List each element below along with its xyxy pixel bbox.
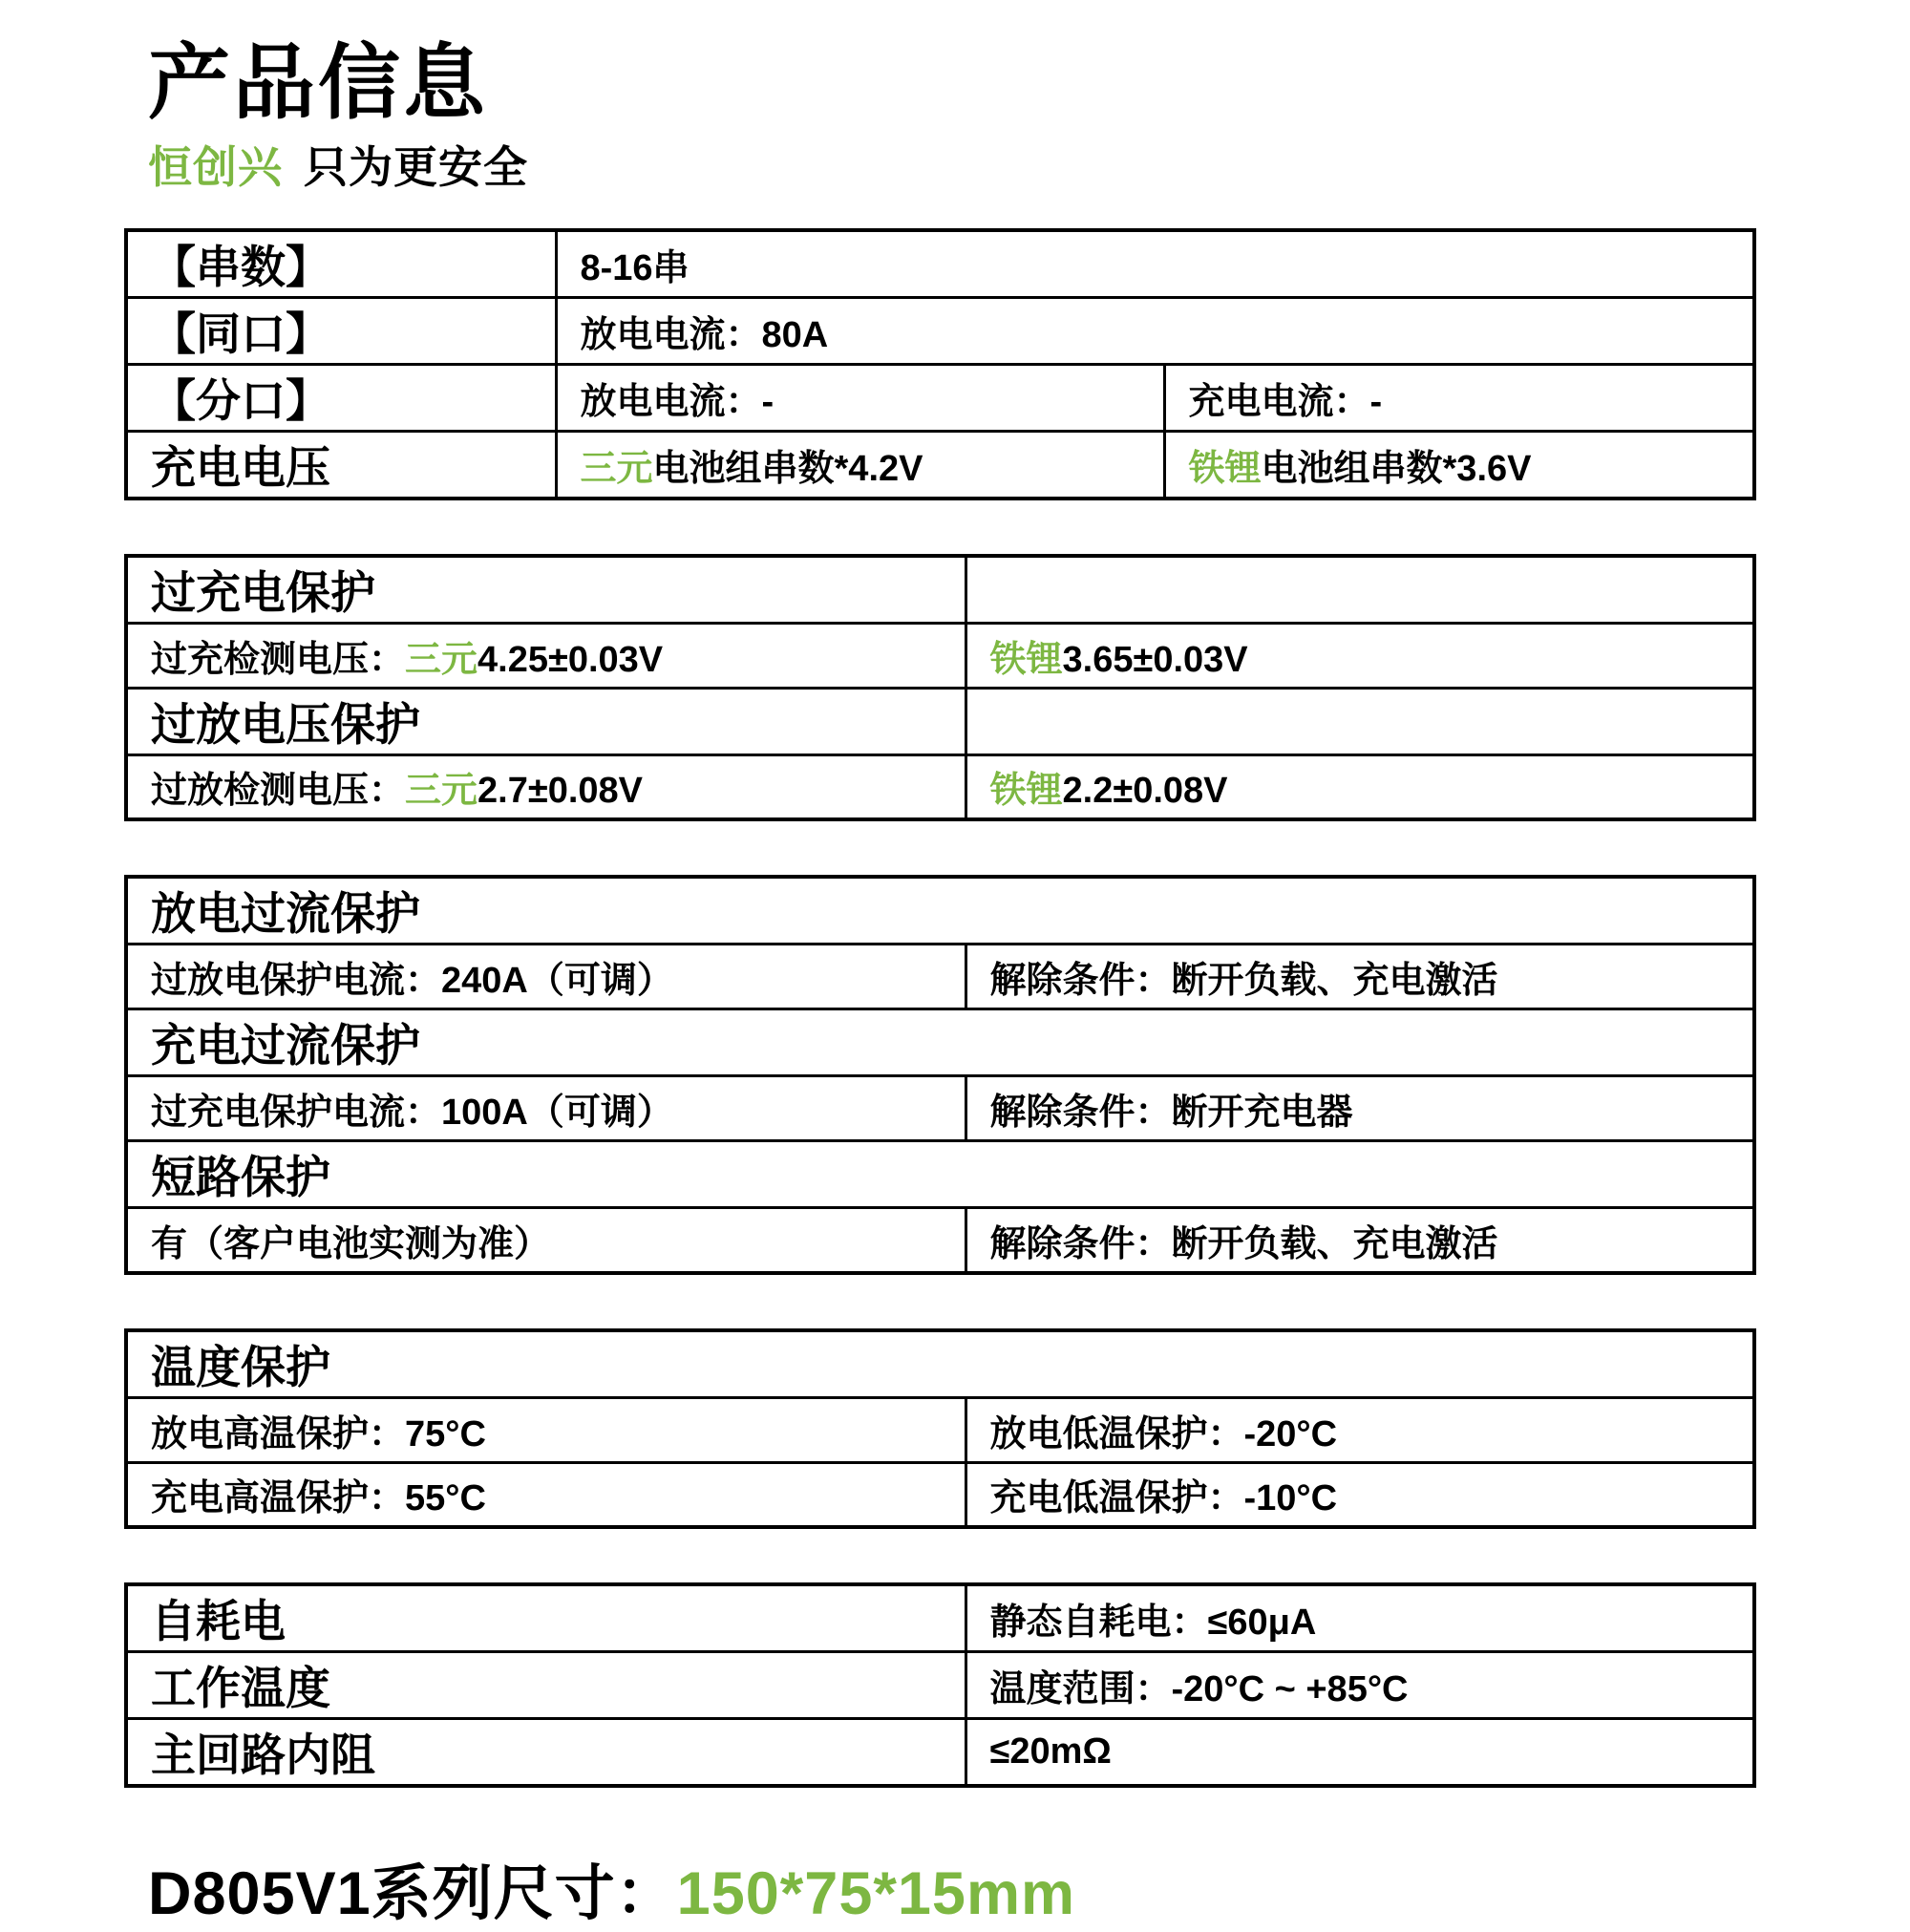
table-row bbox=[126, 556, 1754, 624]
charge-overcurrent-value-cell: 过充电保护电流：100A（可调） bbox=[126, 1076, 966, 1141]
lifepo4-tag: 铁锂 bbox=[989, 771, 1063, 812]
table-row bbox=[126, 1141, 1754, 1208]
short-circuit-value-cell: 有（客户电池实测为准） bbox=[126, 1208, 966, 1273]
table-row bbox=[126, 1652, 1754, 1719]
table-row bbox=[126, 1397, 1754, 1462]
same-port-value-cell: 放电电流：80A bbox=[556, 297, 1754, 364]
working-temp-value-cell: 温度范围：-20°C ~ +85°C bbox=[966, 1652, 1754, 1719]
overcharge-detect-lifepo4-cell bbox=[966, 623, 1754, 688]
voltage-protection-table bbox=[124, 554, 1756, 822]
brand-name: 恒创兴 bbox=[148, 141, 283, 192]
overdischarge-protection-header-cell: 过放电压保护 bbox=[126, 688, 966, 754]
table-row bbox=[126, 297, 1754, 364]
overdischarge-detect-lifepo4-cell bbox=[966, 754, 1754, 819]
charge-overcurrent-header-cell: 充电过流保护 bbox=[126, 1009, 1754, 1076]
current-protection-table bbox=[124, 875, 1756, 1275]
empty-cell bbox=[966, 556, 1754, 624]
short-circuit-release-cell: 解除条件：断开负载、充电激活 bbox=[966, 1208, 1754, 1273]
overcharge-detect-ternary-cell bbox=[126, 623, 966, 688]
misc-spec-table bbox=[124, 1582, 1756, 1788]
overcharge-protection-header-cell: 过充电保护 bbox=[126, 556, 966, 624]
internal-resistance-label-cell: 主回路内阻 bbox=[126, 1719, 966, 1787]
lifepo4-tag: 铁锂 bbox=[1188, 448, 1262, 489]
lifepo4-value: 电池组串数*3.6V bbox=[1261, 448, 1532, 489]
page-title: 产品信息 bbox=[148, 37, 488, 129]
charge-high-temp-cell: 充电高温保护：55°C bbox=[126, 1462, 966, 1527]
charge-low-temp-cell: 充电低温保护：-10°C bbox=[966, 1462, 1754, 1527]
table-row bbox=[126, 623, 1754, 688]
table-row bbox=[126, 688, 1754, 754]
empty-cell bbox=[966, 688, 1754, 754]
split-port-label-cell: 【分口】 bbox=[126, 364, 556, 431]
split-port-charge-cell: 充电电流：- bbox=[1164, 364, 1754, 431]
ternary-tag: 三元 bbox=[405, 639, 478, 680]
series-dimensions bbox=[148, 1845, 1910, 1932]
table-row bbox=[126, 230, 1754, 298]
overdischarge-detect-ternary-cell bbox=[126, 754, 966, 819]
charge-voltage-ternary-cell bbox=[556, 431, 1164, 499]
table-row bbox=[126, 754, 1754, 819]
table-row bbox=[126, 1584, 1754, 1652]
self-consumption-value-cell: 静态自耗电：≤60μA bbox=[966, 1584, 1754, 1652]
discharge-overcurrent-value-cell: 过放电保护电流：240A（可调） bbox=[126, 945, 966, 1009]
discharge-high-temp-cell: 放电高温保护：75°C bbox=[126, 1397, 966, 1462]
series-label-cell: 【串数】 bbox=[126, 230, 556, 298]
overcharge-ternary-value: 4.25±0.03V bbox=[478, 639, 664, 680]
table-row bbox=[126, 1462, 1754, 1527]
internal-resistance-value-cell: ≤20mΩ bbox=[966, 1719, 1754, 1787]
charge-voltage-lifepo4-cell bbox=[1164, 431, 1754, 499]
series-value-cell: 8-16串 bbox=[556, 230, 1754, 298]
overcharge-prefix: 过充检测电压： bbox=[151, 639, 406, 680]
subtitle bbox=[148, 133, 1910, 196]
self-consumption-label-cell: 自耗电 bbox=[126, 1584, 966, 1652]
ternary-tag: 三元 bbox=[405, 771, 478, 812]
table-row bbox=[126, 431, 1754, 499]
charge-voltage-label-cell: 充电电压 bbox=[126, 431, 556, 499]
working-temp-label-cell: 工作温度 bbox=[126, 1652, 966, 1719]
temperature-protection-table bbox=[124, 1328, 1756, 1530]
temperature-protection-header-cell: 温度保护 bbox=[126, 1330, 1754, 1398]
basic-spec-table bbox=[124, 228, 1756, 500]
table-row bbox=[126, 364, 1754, 431]
discharge-overcurrent-header-cell: 放电过流保护 bbox=[126, 877, 1754, 945]
lifepo4-tag: 铁锂 bbox=[989, 639, 1063, 680]
table-row bbox=[126, 1330, 1754, 1398]
overcharge-lifepo4-value: 3.65±0.03V bbox=[1062, 639, 1248, 680]
split-port-discharge-cell: 放电电流：- bbox=[556, 364, 1164, 431]
table-row bbox=[126, 945, 1754, 1009]
overdischarge-lifepo4-value: 2.2±0.08V bbox=[1062, 771, 1228, 812]
discharge-release-cell: 解除条件：断开负载、充电激活 bbox=[966, 945, 1754, 1009]
table-row bbox=[126, 1719, 1754, 1787]
short-circuit-header-cell: 短路保护 bbox=[126, 1141, 1754, 1208]
overdischarge-prefix: 过放检测电压： bbox=[151, 771, 406, 812]
ternary-value: 电池组串数*4.2V bbox=[652, 448, 923, 489]
slogan: 只为更安全 bbox=[304, 141, 528, 192]
same-port-label-cell: 【同口】 bbox=[126, 297, 556, 364]
overdischarge-ternary-value: 2.7±0.08V bbox=[478, 771, 644, 812]
table-row bbox=[126, 1208, 1754, 1273]
ternary-tag: 三元 bbox=[580, 448, 653, 489]
series-dimensions-value: 150*75*15mm bbox=[676, 1860, 1076, 1928]
series-dimensions-label: D805V1系列尺寸： bbox=[148, 1860, 677, 1928]
charge-release-cell: 解除条件：断开充电器 bbox=[966, 1076, 1754, 1141]
table-row bbox=[126, 877, 1754, 945]
discharge-low-temp-cell: 放电低温保护：-20°C bbox=[966, 1397, 1754, 1462]
table-row bbox=[126, 1009, 1754, 1076]
table-row bbox=[126, 1076, 1754, 1141]
